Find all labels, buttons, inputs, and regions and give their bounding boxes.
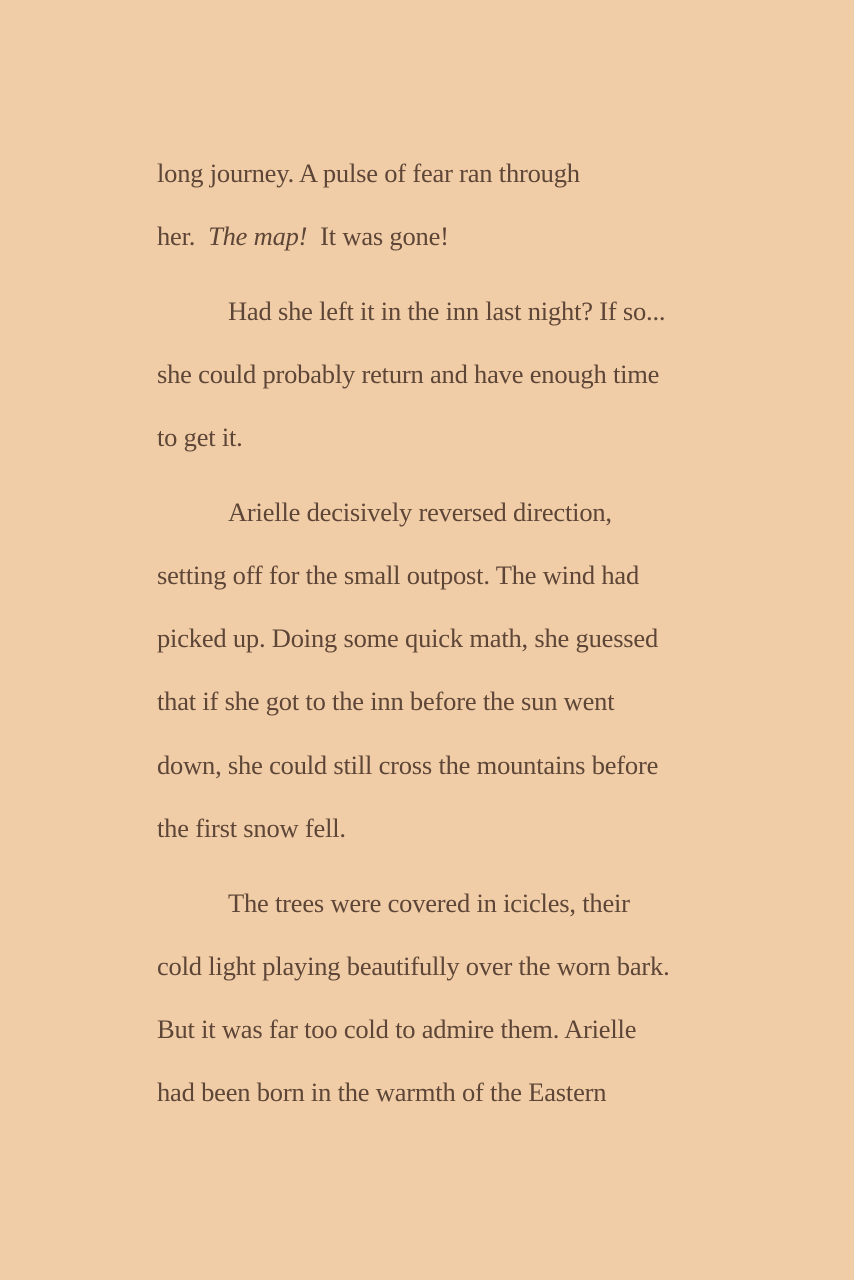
text-line: to get it. <box>157 422 243 452</box>
text-line: Had she left it in the inn last night? If so... <box>228 296 666 326</box>
text-segment: her. <box>157 221 196 251</box>
italic-emphasis: The map! <box>208 221 308 251</box>
text-segment: It was gone! <box>320 221 449 251</box>
book-page <box>157 0 717 1280</box>
text-line: she could probably return and have enough time <box>157 359 660 389</box>
text-line: cold light playing beautifully over the worn bark. <box>157 951 670 981</box>
text-line: had been born in the warmth of the Eastern <box>157 1077 607 1107</box>
text-line: long journey. A pulse of fear ran through <box>157 158 580 188</box>
text-line: down, she could still cross the mountains before <box>157 750 659 780</box>
text-line: picked up. Doing some quick math, she guessed <box>157 623 659 653</box>
text-line <box>157 223 449 250</box>
text-line: the first snow fell. <box>157 813 346 843</box>
text-line: But it was far too cold to admire them. Arielle <box>157 1014 637 1044</box>
text-line: Arielle decisively reversed direction, <box>228 497 612 527</box>
text-line: setting off for the small outpost. The wind had <box>157 560 640 590</box>
text-line: that if she got to the inn before the sun went <box>157 686 615 716</box>
text-line: The trees were covered in icicles, their <box>228 888 630 918</box>
